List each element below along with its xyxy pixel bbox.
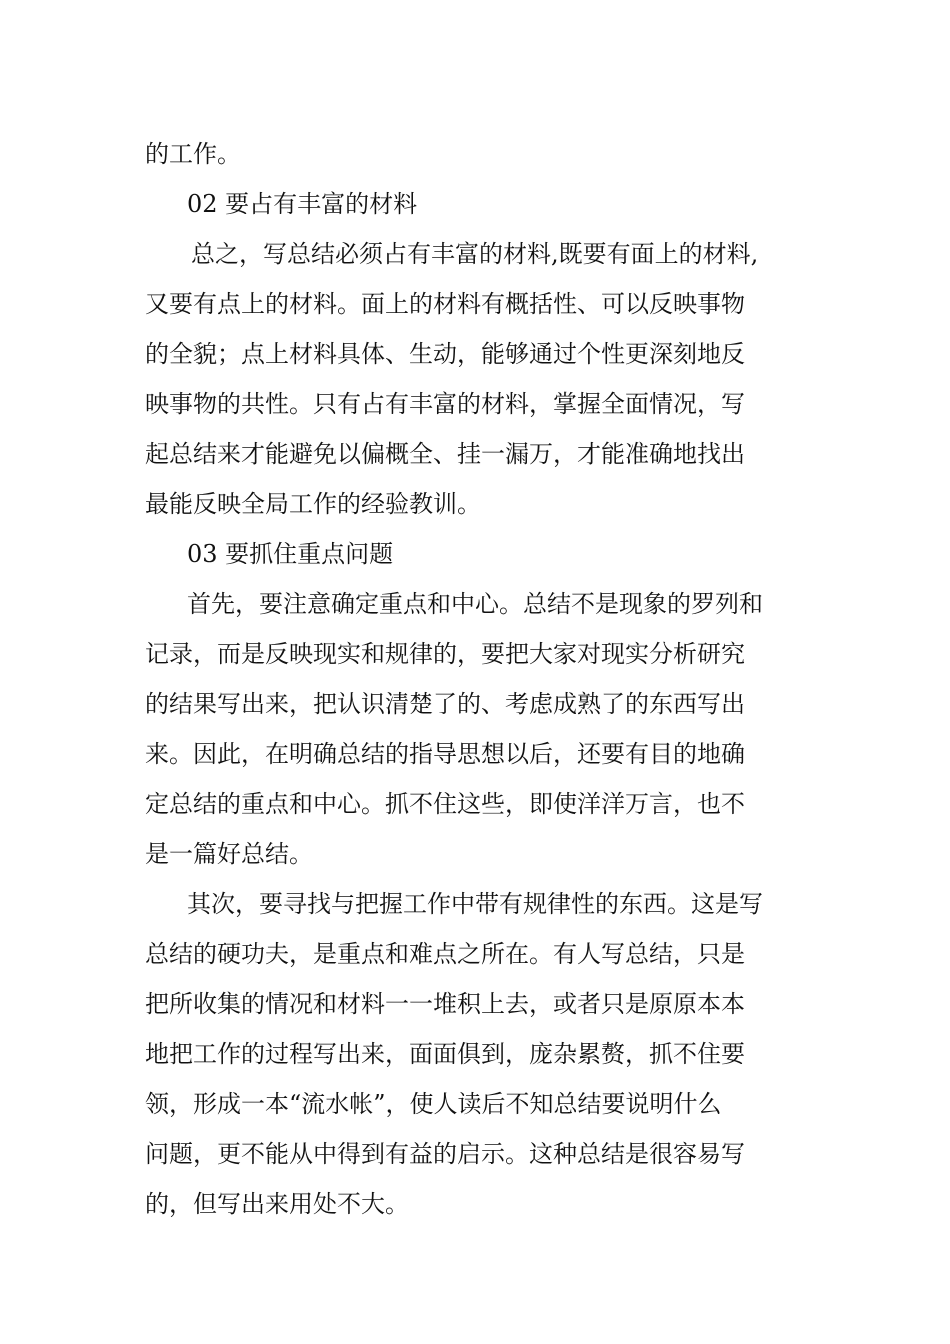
paragraph-line: 记录，而是反映现实和规律的，要把大家对现实分析研究	[145, 640, 745, 668]
paragraph-line: 领，形成一本“流水帐”，使人读后不知总结要说明什么	[145, 1090, 722, 1118]
paragraph-line: 定总结的重点和中心。抓不住这些，即使洋洋万言，也不	[145, 790, 745, 818]
paragraph-line: 映事物的共性。只有占有丰富的材料，掌握全面情况，写	[145, 390, 745, 418]
section-heading: 03 要抓住重点问题	[187, 540, 394, 568]
paragraph-line: 的工作。	[145, 140, 241, 168]
section-heading: 02 要占有丰富的材料	[187, 190, 418, 218]
document-body	[145, 129, 810, 1229]
paragraph-line: 首先，要注意确定重点和中心。总结不是现象的罗列和	[187, 590, 763, 618]
paragraph-line: 总结的硬功夫，是重点和难点之所在。有人写总结，只是	[145, 940, 745, 968]
paragraph-line: 把所收集的情况和材料一一堆积上去，或者只是原原本本	[145, 990, 745, 1018]
paragraph-line: 总之，写总结必须占有丰富的材料,既要有面上的材料,	[191, 240, 759, 268]
paragraph-line: 问题，更不能从中得到有益的启示。这种总结是很容易写	[145, 1140, 745, 1168]
paragraph-line: 地把工作的过程写出来，面面俱到，庞杂累赘，抓不住要	[145, 1040, 745, 1068]
paragraph-line: 其次，要寻找与把握工作中带有规律性的东西。这是写	[187, 890, 763, 918]
paragraph-line: 又要有点上的材料。面上的材料有概括性、可以反映事物	[145, 290, 745, 318]
paragraph-line: 的全貌；点上材料具体、生动，能够通过个性更深刻地反	[145, 340, 745, 368]
paragraph-line: 最能反映全局工作的经验教训。	[145, 490, 481, 518]
paragraph-line: 来。因此，在明确总结的指导思想以后，还要有目的地确	[145, 740, 745, 768]
paragraph-line: 是一篇好总结。	[145, 840, 313, 868]
paragraph-line: 的结果写出来，把认识清楚了的、考虑成熟了的东西写出	[145, 690, 745, 718]
paragraph-line: 起总结来才能避免以偏概全、挂一漏万，才能准确地找出	[145, 440, 745, 468]
paragraph-line: 的，但写出来用处不大。	[145, 1190, 409, 1218]
